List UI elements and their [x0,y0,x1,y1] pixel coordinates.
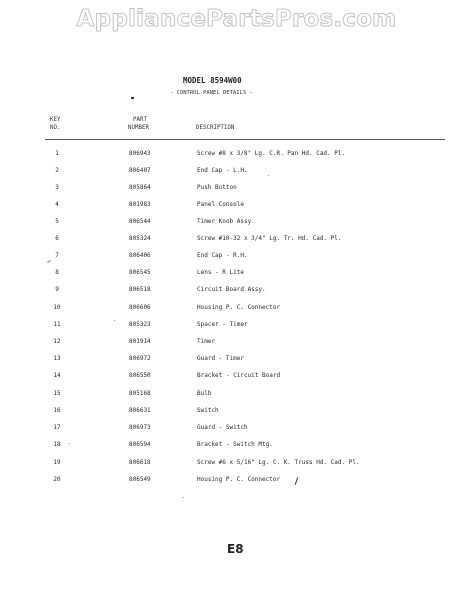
table-row [0,321,473,331]
key-number: 18 [53,441,61,448]
part-number: 806518 [129,286,151,293]
part-number: 805864 [129,184,151,191]
table-row [0,286,473,296]
table-row [0,476,473,486]
table-row [0,355,473,365]
table-row [0,441,473,451]
scan-speck [131,97,134,99]
part-number: 806550 [129,372,151,379]
key-number: 12 [53,338,61,345]
part-description: End Cap - R.H. [197,252,248,259]
part-description: Bracket - Circuit Board [197,372,281,379]
scan-speck [183,497,184,498]
key-number: 2 [55,167,59,174]
part-description: Timer [197,338,216,345]
part-description: Screw #6 x 5/16" Lg. C. K. Truss Hd. Cad. Pl. [197,459,360,466]
scan-speck [69,443,70,444]
part-description: Screw #8 x 3/8" Lg. C.R. Pan Hd. Cad. Pl. [197,150,346,157]
key-number: 13 [53,355,61,362]
key-number: 3 [55,184,59,191]
header-part-line2: NUMBER [128,125,149,131]
part-number: 806407 [129,167,151,174]
part-number: 805168 [129,390,151,397]
part-number: 806545 [129,269,151,276]
key-number: 17 [53,424,61,431]
header-key-line1: KEY [50,117,61,123]
table-row [0,201,473,211]
header-key-line2: NO. [50,125,61,131]
part-number: 805323 [129,321,151,328]
header-rule [45,139,445,140]
table-row [0,269,473,279]
table-row [0,459,473,469]
key-number: 16 [53,407,61,414]
part-description: Timer Knob Assy. [197,218,255,225]
table-row [0,167,473,177]
part-description: Screw #10-32 x 3/4" Lg. Tr. Hd. Cad. Pl. [197,235,342,242]
part-description: Housing P. C. Connector [197,304,281,311]
scan-speck [114,320,115,321]
watermark: AppliancePartsPros.com [76,6,397,32]
key-number: 7 [55,252,59,259]
part-number: 806549 [129,476,151,483]
table-row [0,407,473,417]
page-number: E8 [227,542,244,556]
part-description: Guard - Timer [197,355,244,362]
table-row [0,235,473,245]
part-description: Circuit Board Assy. [197,286,266,293]
key-number: 4 [55,201,59,208]
part-number: 801983 [129,201,151,208]
part-description: Guard - Switch [197,424,248,431]
part-number: 806943 [129,150,151,157]
key-number: 5 [55,218,59,225]
part-description: Bulb [197,390,212,397]
part-description: Push Button [197,184,237,191]
part-number: 806606 [129,304,151,311]
part-description: Bracket - Switch Mtg. [197,441,273,448]
part-number: 805324 [129,235,151,242]
key-number: 20 [53,476,61,483]
key-number: 15 [53,390,61,397]
part-number: 806973 [129,424,151,431]
table-row [0,304,473,314]
section-subtitle: - CONTROL PANEL DETAILS - [170,90,253,96]
table-row [0,252,473,262]
header-description: DESCRIPTION [196,125,235,131]
table-row [0,424,473,434]
key-number: 8 [55,269,59,276]
table-row [0,218,473,228]
key-number: 19 [53,459,61,466]
part-number: 806594 [129,441,151,448]
table-row [0,372,473,382]
table-row [0,338,473,348]
table-row [0,184,473,194]
key-number: 10 [53,304,61,311]
key-number: 11 [53,321,61,328]
part-description: Switch [197,407,219,414]
part-description: Panel Console [197,201,244,208]
part-description: Lens - R Lite [197,269,244,276]
key-number: 6 [55,235,59,242]
table-row [0,150,473,160]
part-number: 806631 [129,407,151,414]
part-description: Spacer - Timer [197,321,248,328]
header-part-line1: PART [133,117,147,123]
key-number: 14 [53,372,61,379]
scan-speck [268,175,269,176]
table-row [0,390,473,400]
model-title: MODEL 8594W00 [183,76,242,85]
part-description: Housing P. C. Connector [197,476,281,483]
part-number: 806972 [129,355,151,362]
part-number: 806618 [129,459,151,466]
part-number: 806406 [129,252,151,259]
part-number: 806544 [129,218,151,225]
key-number: 1 [55,150,59,157]
part-description: End Cap - L.H. [197,167,248,174]
key-number: 9 [55,286,59,293]
part-number: 801914 [129,338,151,345]
